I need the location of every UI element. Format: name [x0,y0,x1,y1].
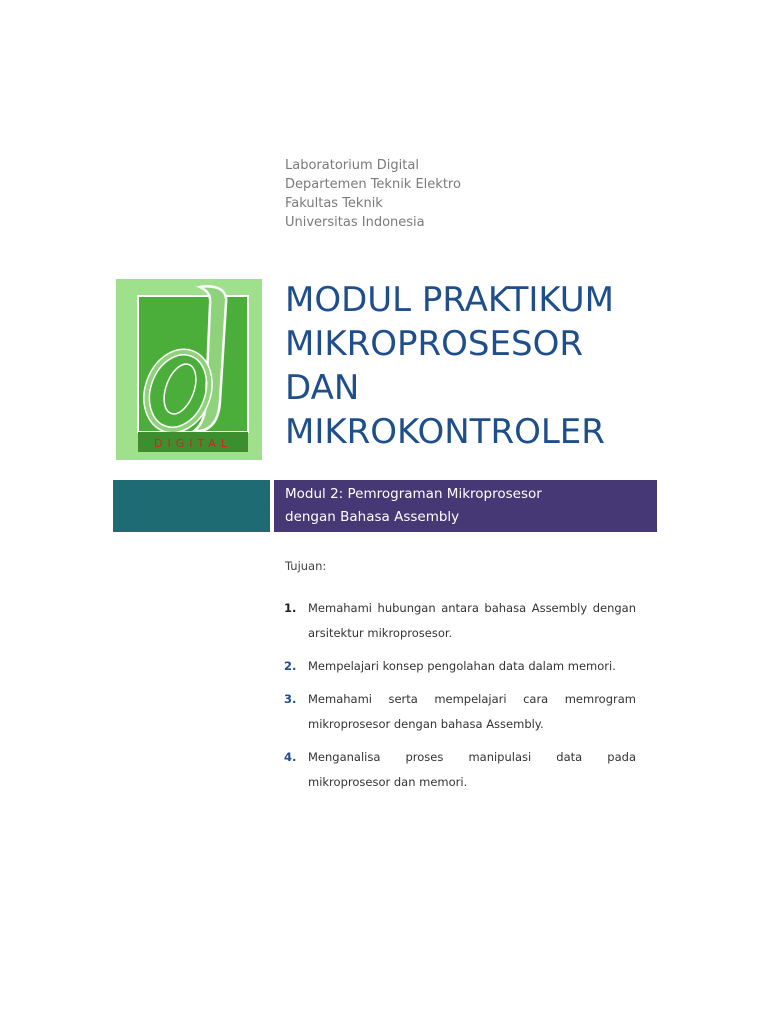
goal-number: 2. [284,659,297,673]
digital-lab-logo [116,279,262,460]
goal-number: 4. [284,750,297,764]
subtitle-line-2: dengan Bahasa Assembly [285,509,460,525]
goals-label: Tujuan: [285,559,327,573]
org-line-university: Universitas Indonesia [285,215,425,230]
logo-text: DIGITAL [153,437,233,450]
digital-logo-graphic [116,279,262,460]
goal-number: 1. [284,601,297,615]
org-line-department: Departemen Teknik Elektro [285,177,461,192]
goal-item [284,745,636,795]
subtitle-bar [274,480,657,532]
goal-text: Memahami serta mempelajari cara memrogram mikroprosesor dengan bahasa Assembly. [308,692,636,731]
goal-number: 3. [284,692,297,706]
goal-text: Menganalisa proses manipulasi data pada mikroprosesor dan memori. [308,750,636,789]
title-line-4: MIKROKONTROLER [285,412,605,452]
title-line-1: MODUL PRAKTIKUM [285,280,614,320]
org-line-lab: Laboratorium Digital [285,158,419,173]
module-title [285,278,705,454]
title-line-3: DAN [285,368,360,408]
accent-bar [113,480,270,532]
goal-text: Mempelajari konsep pengolahan data dalam memori. [308,659,616,673]
subtitle-line-1: Modul 2: Pemrograman Mikroprosesor [285,486,542,502]
organization-header [285,156,665,232]
goal-text: Memahami hubungan antara bahasa Assembly dengan arsitektur mikroprosesor. [308,601,636,640]
goal-item [284,687,636,737]
org-line-faculty: Fakultas Teknik [285,196,383,211]
goal-item [284,596,636,646]
goals-list [284,596,636,803]
goal-item [284,654,636,679]
title-line-2: MIKROPROSESOR [285,324,583,364]
